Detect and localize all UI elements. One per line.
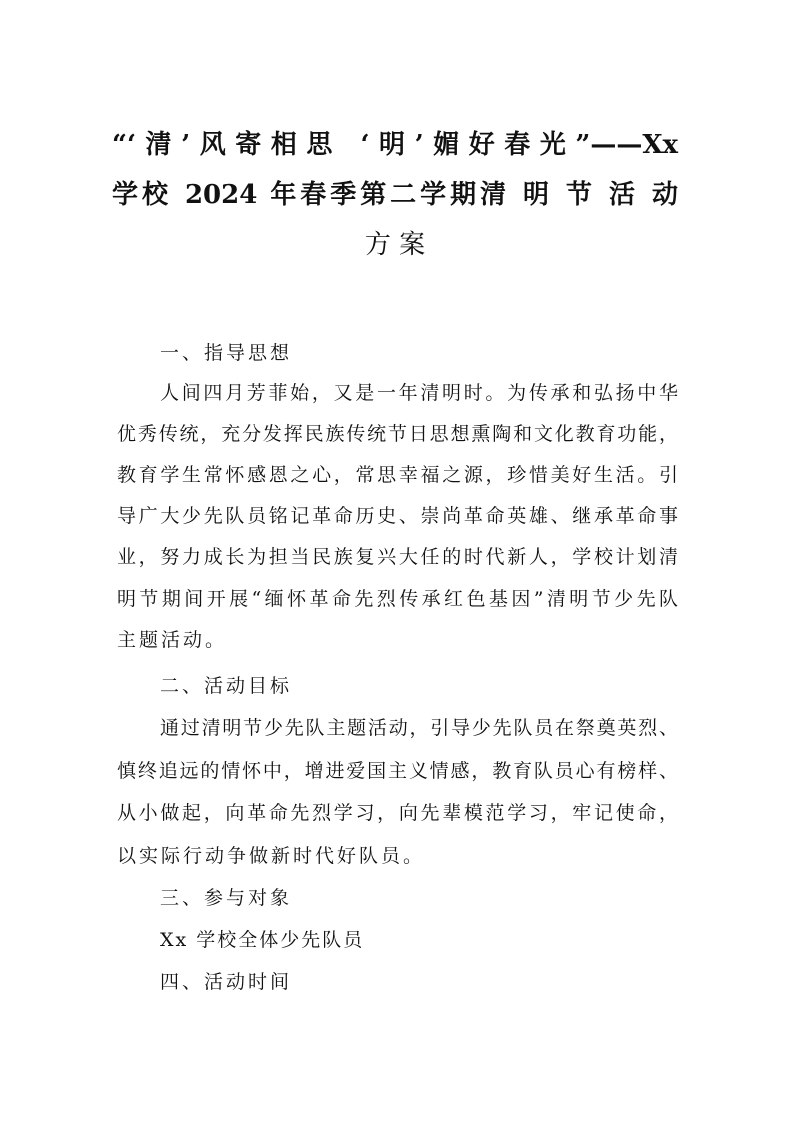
paragraph-line: 以实际行动争做新时代好队员。: [117, 845, 426, 867]
title-line: “‘清’风寄相思 ‘明’媚好春光”——Xx: [112, 130, 678, 160]
paragraph-line: 优秀传统，充分发挥民族传统节日思想熏陶和文化教育功能，: [117, 423, 678, 445]
paragraph-line: 业，努力成长为担当民族复兴大任的时代新人，学校计划清: [117, 546, 678, 568]
paragraph-line: 教育学生常怀感恩之心，常思幸福之源，珍惜美好生活。引: [117, 464, 678, 486]
section-heading: 三、参与对象: [160, 887, 293, 909]
section-heading: 一、指导思想: [160, 342, 293, 364]
paragraph-line: 从小做起，向革命先烈学习，向先辈模范学习，牢记使命，: [117, 802, 678, 824]
paragraph-line: Xx 学校全体少先队员: [160, 929, 365, 951]
paragraph-line: 慎终追远的情怀中，增进爱国主义情感，教育队员心有榜样、: [117, 760, 678, 782]
section-heading: 二、活动目标: [160, 675, 293, 697]
title-line: 学校 2024 年春季第二学期清 明 节 活 动: [112, 180, 678, 210]
paragraph-line: 主题活动。: [117, 629, 228, 651]
paragraph-line: 明节期间开展“缅怀革命先烈传承红色基因”清明节少先队: [117, 588, 678, 610]
paragraph-line: 导广大少先队员铭记革命历史、崇尚革命英雄、继承革命事: [117, 505, 678, 527]
paragraph-line: 人间四月芳菲始，又是一年清明时。为传承和弘扬中华: [160, 382, 678, 404]
section-heading: 四、活动时间: [160, 971, 293, 993]
title-line: 方 案: [364, 230, 426, 260]
paragraph-line: 通过清明节少先队主题活动，引导少先队员在祭奠英烈、: [160, 717, 678, 739]
